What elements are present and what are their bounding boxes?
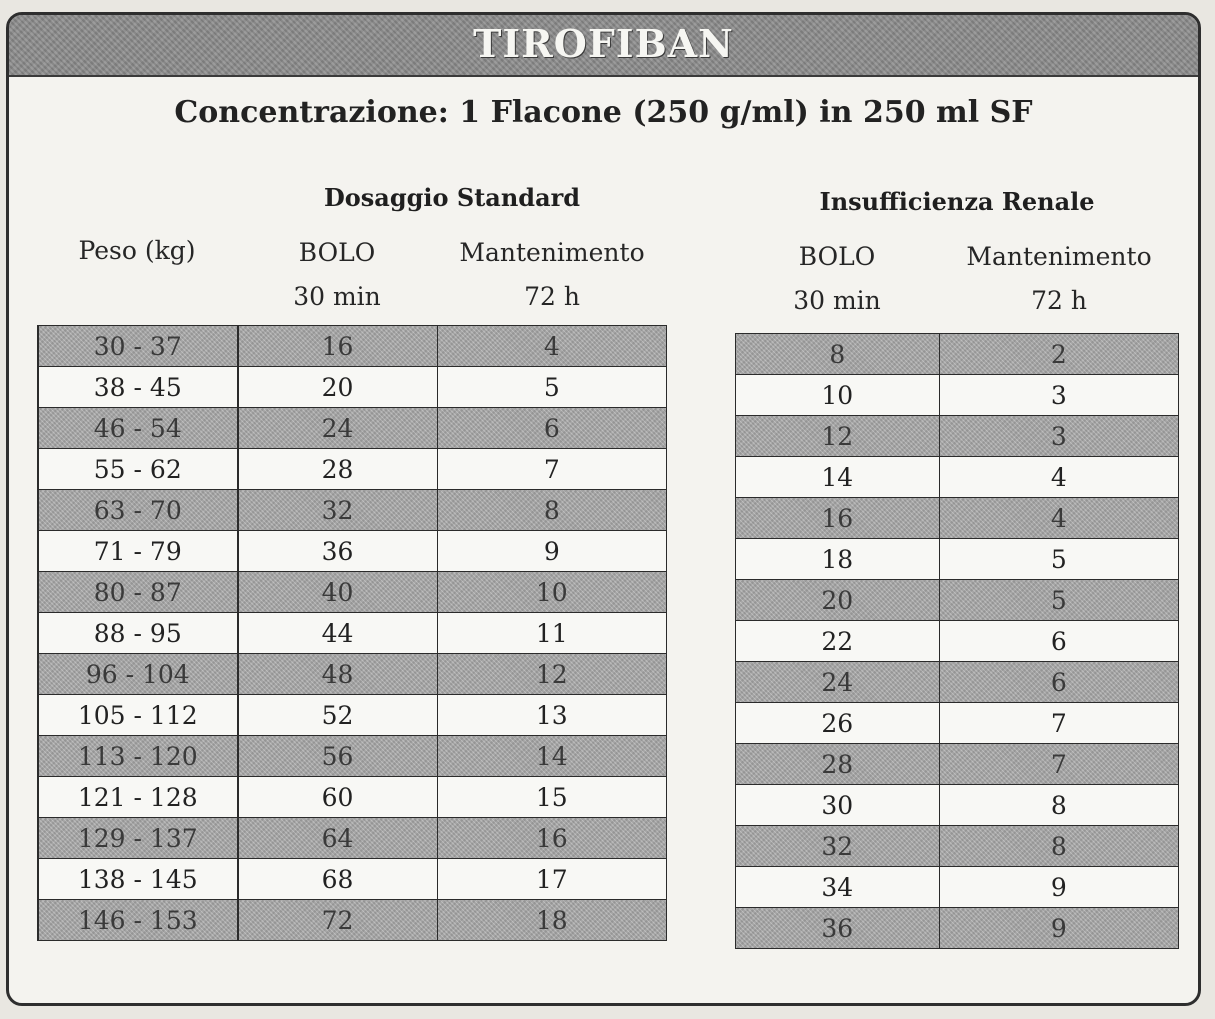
peso-cell: 113 - 120 <box>38 736 238 777</box>
bolo-cell: 26 <box>736 703 940 744</box>
page-title: TIROFIBAN <box>473 21 734 66</box>
standard-dosing-table <box>37 325 667 941</box>
standard-bolo-header-line2: 30 min <box>293 282 381 311</box>
bolo-cell: 32 <box>238 490 438 531</box>
table-row <box>736 498 1179 539</box>
bolo-cell: 48 <box>238 654 438 695</box>
mantenimento-cell: 4 <box>437 326 666 367</box>
bolo-cell: 52 <box>238 695 438 736</box>
mantenimento-cell: 13 <box>437 695 666 736</box>
table-row <box>736 539 1179 580</box>
standard-bolo-header-line1: BOLO <box>298 238 376 267</box>
table-row <box>38 818 667 859</box>
renal-mantenimento-header <box>939 235 1179 323</box>
bolo-cell: 10 <box>736 375 940 416</box>
renal-dosing-table <box>735 333 1179 949</box>
mantenimento-cell: 8 <box>939 785 1178 826</box>
bolo-cell: 24 <box>238 408 438 449</box>
peso-cell: 121 - 128 <box>38 777 238 818</box>
mantenimento-cell: 3 <box>939 375 1178 416</box>
table-row <box>736 867 1179 908</box>
dosing-card <box>6 12 1201 1006</box>
peso-cell: 30 - 37 <box>38 326 238 367</box>
table-row <box>38 654 667 695</box>
mantenimento-cell: 7 <box>939 744 1178 785</box>
mantenimento-cell: 5 <box>939 539 1178 580</box>
mantenimento-cell: 9 <box>939 908 1178 949</box>
mantenimento-cell: 12 <box>437 654 666 695</box>
peso-cell: 63 - 70 <box>38 490 238 531</box>
table-row <box>736 785 1179 826</box>
bolo-cell: 16 <box>238 326 438 367</box>
bolo-cell: 18 <box>736 539 940 580</box>
standard-mantenimento-header-line2: 72 h <box>524 282 580 311</box>
renal-bolo-header-line2: 30 min <box>793 286 881 315</box>
table-row <box>736 662 1179 703</box>
mantenimento-cell: 9 <box>939 867 1178 908</box>
table-row <box>38 859 667 900</box>
bolo-cell: 36 <box>238 531 438 572</box>
table-row <box>38 613 667 654</box>
mantenimento-cell: 8 <box>939 826 1178 867</box>
mantenimento-cell: 17 <box>437 859 666 900</box>
table-row <box>38 572 667 613</box>
bolo-cell: 32 <box>736 826 940 867</box>
bolo-cell: 40 <box>238 572 438 613</box>
renal-bolo-header-line1: BOLO <box>798 242 876 271</box>
mantenimento-cell: 8 <box>437 490 666 531</box>
standard-dosing-heading: Dosaggio Standard <box>323 183 581 212</box>
table-row <box>736 416 1179 457</box>
bolo-cell: 60 <box>238 777 438 818</box>
peso-cell: 105 - 112 <box>38 695 238 736</box>
peso-cell: 38 - 45 <box>38 367 238 408</box>
peso-cell: 46 - 54 <box>38 408 238 449</box>
peso-cell: 96 - 104 <box>38 654 238 695</box>
bolo-cell: 22 <box>736 621 940 662</box>
table-row <box>38 367 667 408</box>
mantenimento-cell: 18 <box>437 900 666 941</box>
bolo-cell: 14 <box>736 457 940 498</box>
mantenimento-cell: 16 <box>437 818 666 859</box>
bolo-cell: 8 <box>736 334 940 375</box>
bolo-cell: 12 <box>736 416 940 457</box>
peso-cell: 80 - 87 <box>38 572 238 613</box>
mantenimento-cell: 4 <box>939 457 1178 498</box>
mantenimento-cell: 2 <box>939 334 1178 375</box>
peso-column-header: Peso (kg) <box>78 236 196 265</box>
mantenimento-cell: 7 <box>939 703 1178 744</box>
bolo-cell: 28 <box>238 449 438 490</box>
bolo-cell: 56 <box>238 736 438 777</box>
peso-cell: 138 - 145 <box>38 859 238 900</box>
bolo-cell: 16 <box>736 498 940 539</box>
bolo-cell: 34 <box>736 867 940 908</box>
bolo-cell: 64 <box>238 818 438 859</box>
mantenimento-cell: 6 <box>437 408 666 449</box>
mantenimento-cell: 11 <box>437 613 666 654</box>
table-row <box>38 736 667 777</box>
table-row <box>736 457 1179 498</box>
mantenimento-cell: 6 <box>939 621 1178 662</box>
standard-mantenimento-header <box>437 231 667 319</box>
table-row <box>38 900 667 941</box>
peso-cell: 55 - 62 <box>38 449 238 490</box>
table-row <box>736 375 1179 416</box>
bolo-cell: 24 <box>736 662 940 703</box>
bolo-cell: 72 <box>238 900 438 941</box>
table-row <box>38 449 667 490</box>
renal-dosing-heading: Insufficienza Renale <box>819 187 1095 216</box>
table-row <box>38 695 667 736</box>
title-band <box>9 15 1198 77</box>
mantenimento-cell: 9 <box>437 531 666 572</box>
table-row <box>38 531 667 572</box>
bolo-cell: 20 <box>238 367 438 408</box>
mantenimento-cell: 14 <box>437 736 666 777</box>
table-row <box>736 334 1179 375</box>
table-row <box>736 621 1179 662</box>
bolo-cell: 28 <box>736 744 940 785</box>
bolo-cell: 36 <box>736 908 940 949</box>
standard-bolo-header <box>237 231 437 319</box>
peso-cell: 146 - 153 <box>38 900 238 941</box>
mantenimento-cell: 3 <box>939 416 1178 457</box>
mantenimento-cell: 7 <box>437 449 666 490</box>
table-row <box>736 908 1179 949</box>
mantenimento-cell: 5 <box>939 580 1178 621</box>
mantenimento-cell: 10 <box>437 572 666 613</box>
table-row <box>38 490 667 531</box>
concentration-subtitle: Concentrazione: 1 Flacone (250 g/ml) in 250 ml SF <box>174 95 1033 130</box>
bolo-cell: 68 <box>238 859 438 900</box>
table-row <box>736 580 1179 621</box>
renal-mantenimento-header-line2: 72 h <box>1031 286 1087 315</box>
table-row <box>736 826 1179 867</box>
bolo-cell: 30 <box>736 785 940 826</box>
table-row <box>38 326 667 367</box>
peso-cell: 71 - 79 <box>38 531 238 572</box>
peso-cell: 88 - 95 <box>38 613 238 654</box>
bolo-cell: 44 <box>238 613 438 654</box>
table-row <box>38 777 667 818</box>
mantenimento-cell: 5 <box>437 367 666 408</box>
mantenimento-cell: 15 <box>437 777 666 818</box>
mantenimento-cell: 4 <box>939 498 1178 539</box>
table-row <box>736 744 1179 785</box>
bolo-cell: 20 <box>736 580 940 621</box>
peso-cell: 129 - 137 <box>38 818 238 859</box>
standard-mantenimento-header-line1: Mantenimento <box>459 238 645 267</box>
renal-bolo-header <box>735 235 939 323</box>
mantenimento-cell: 6 <box>939 662 1178 703</box>
table-row <box>38 408 667 449</box>
renal-mantenimento-header-line1: Mantenimento <box>966 242 1152 271</box>
table-row <box>736 703 1179 744</box>
